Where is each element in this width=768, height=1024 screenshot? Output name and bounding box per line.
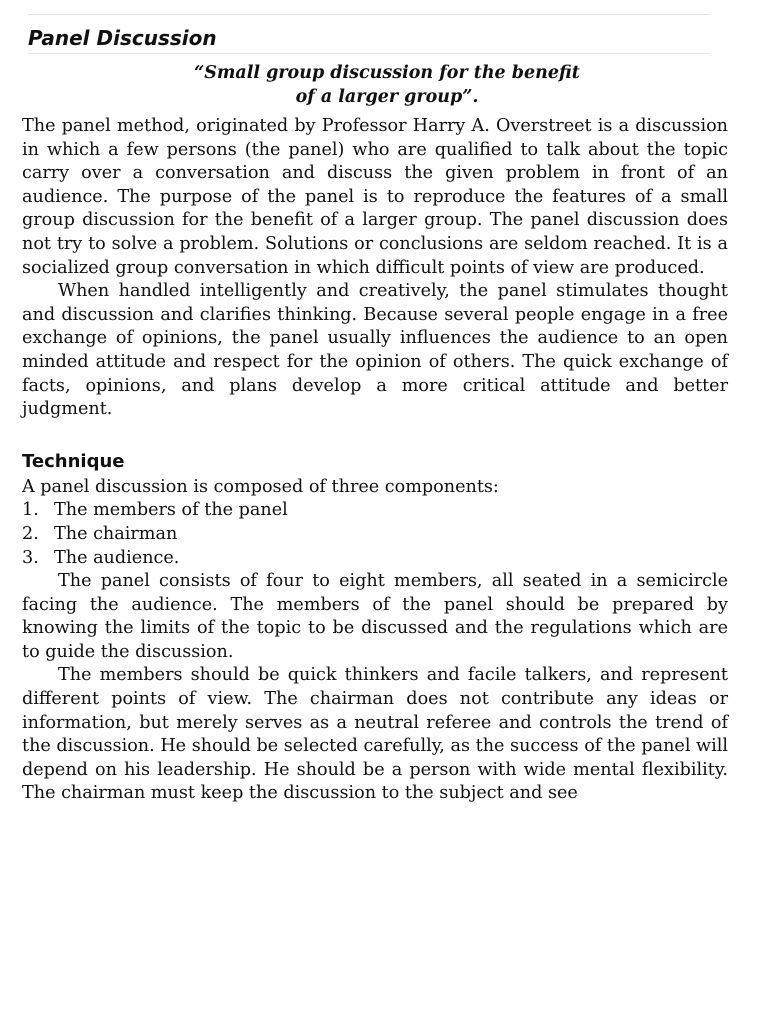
top-divider bbox=[28, 14, 710, 15]
heading-divider bbox=[28, 53, 710, 54]
list-item-number: 1. bbox=[22, 500, 39, 521]
technique-intro: A panel discussion is composed of three components: bbox=[22, 476, 499, 497]
body-paragraph-2: When handled intelligently and creatively, the panel stimulates thought and discussion and clarifies thinking. Because several people engage in a free exchange of opinions, the panel usually influences the audience to an open minded attitude and respect for the opinion of others. The quick exchange of facts, opinions, and plans develop a more critical attitude and better judgment. bbox=[22, 281, 728, 420]
epigraph-quote bbox=[22, 61, 728, 109]
quote-line-1: “Small group discussion for the benefit bbox=[194, 63, 580, 83]
body-paragraph-1: The panel method, originated by Professor Harry A. Overstreet is a discussion in which a few persons (the panel) who are qualified to talk about the topic carry over a conversation and discuss the given problem in front of an audience. The purpose of the panel is to reproduce the features of a small group discussion for the benefit of a larger group. The panel discussion does not try to solve a problem. Solutions or conclusions are seldom reached. It is a socialized group conversation in which difficult points of view are produced. bbox=[22, 116, 728, 278]
list-item-text: The members of the panel bbox=[54, 500, 288, 521]
list-item bbox=[22, 547, 728, 571]
list-item bbox=[22, 523, 728, 547]
quote-line-2: of a larger group”. bbox=[295, 87, 479, 107]
list-item-text: The chairman bbox=[54, 523, 178, 544]
components-list bbox=[22, 499, 728, 570]
list-item-text: The audience. bbox=[54, 547, 180, 568]
technique-heading: Technique bbox=[22, 450, 125, 472]
list-item-number: 3. bbox=[22, 547, 39, 568]
section-heading: Panel Discussion bbox=[28, 26, 217, 50]
technique-paragraph-2: The members should be quick thinkers and facile talkers, and represent different points of view. The chairman does not contribute any ideas or information, but merely serves as a neutral referee and controls the trend of the discussion. He should be selected carefully, as the success of the panel will depend on his leadership. He should be a person with wide mental flexibility. The chairman must keep the discussion to the subject and see bbox=[22, 665, 728, 804]
list-item-number: 2. bbox=[22, 523, 39, 544]
technique-paragraph-1: The panel consists of four to eight members, all seated in a semicircle facing the audience. The members of the panel should be prepared by knowing the limits of the topic to be discussed and the regulations which are to guide the discussion. bbox=[22, 571, 728, 662]
list-item bbox=[22, 499, 728, 523]
